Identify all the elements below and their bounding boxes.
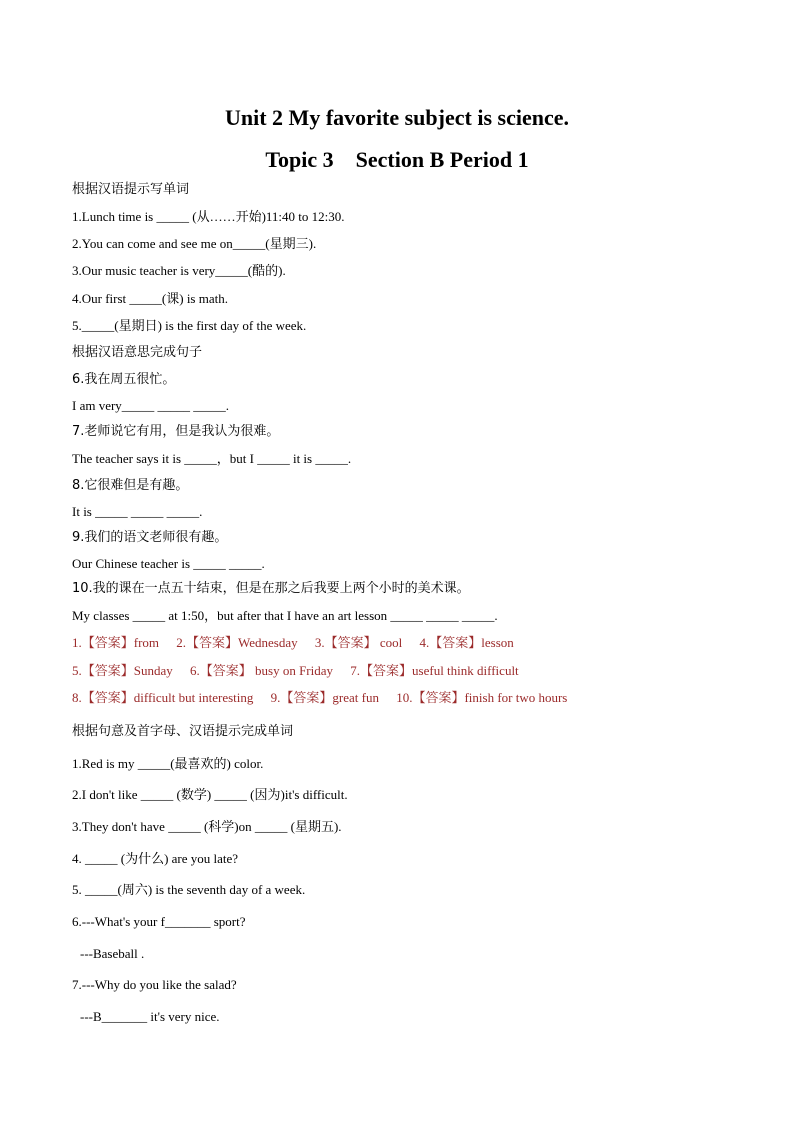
exercise-2: 2.I don't like _____ (数学) _____ (因为)it's difficult. bbox=[72, 787, 348, 802]
question-6-chinese: 6.我在周五很忙。 bbox=[72, 372, 176, 387]
question-5: 5._____(星期日) is the first day of the week. bbox=[72, 318, 307, 333]
section-heading-1: 根据汉语提示写单词 bbox=[72, 182, 190, 197]
answer-row-1 bbox=[72, 635, 528, 651]
answer-2: 2.【答案】Wednesday bbox=[176, 635, 298, 650]
exercise-7-reply: ---B_______ it's very nice. bbox=[80, 1009, 220, 1024]
answer-6: 6.【答案】 busy on Friday bbox=[190, 663, 334, 678]
answer-10: 10.【答案】finish for two hours bbox=[396, 690, 568, 705]
section-heading-2: 根据汉语意思完成句子 bbox=[72, 345, 203, 360]
question-7-english: The teacher says it is _____，but I _____ it is _____. bbox=[72, 451, 352, 466]
question-2: 2.You can come and see me on_____(星期三). bbox=[72, 236, 317, 251]
question-1: 1.Lunch time is _____ (从……开始)11:40 to 12:30. bbox=[72, 209, 345, 224]
answer-8: 8.【答案】difficult but interesting bbox=[72, 690, 254, 705]
page-title: Unit 2 My favorite subject is science. bbox=[225, 105, 569, 130]
question-8-english: It is _____ _____ _____. bbox=[72, 504, 203, 519]
question-10-english: My classes _____ at 1:50，but after that I have an art lesson _____ _____ _____. bbox=[72, 608, 498, 623]
answer-1: 1.【答案】from bbox=[72, 635, 160, 650]
question-6-english: I am very_____ _____ _____. bbox=[72, 398, 230, 413]
question-8-chinese: 8.它很难但是有趣。 bbox=[72, 478, 189, 493]
exercise-6: 6.---What's your f_______ sport? bbox=[72, 914, 246, 929]
answer-row-3 bbox=[72, 690, 581, 706]
exercise-3: 3.They don't have _____ (科学)on _____ (星期五). bbox=[72, 819, 342, 834]
exercise-1: 1.Red is my _____(最喜欢的) color. bbox=[72, 756, 264, 771]
question-9-chinese: 9.我们的语文老师很有趣。 bbox=[72, 530, 228, 545]
exercise-7: 7.---Why do you like the salad? bbox=[72, 977, 237, 992]
question-4: 4.Our first _____(课) is math. bbox=[72, 291, 228, 306]
answer-7: 7.【答案】useful think difficult bbox=[350, 663, 519, 678]
answer-3: 3.【答案】 cool bbox=[314, 635, 403, 650]
question-10-chinese: 10.我的课在一点五十结束，但是在那之后我要上两个小时的美术课。 bbox=[72, 581, 470, 596]
exercise-6-reply: ---Baseball . bbox=[80, 946, 145, 961]
answer-row-2 bbox=[72, 663, 533, 679]
page-subtitle: Topic 3 Section B Period 1 bbox=[265, 147, 529, 172]
question-9-english: Our Chinese teacher is _____ _____. bbox=[72, 556, 265, 571]
section-heading-3: 根据句意及首字母、汉语提示完成单词 bbox=[72, 724, 294, 739]
answer-9: 9.【答案】great fun bbox=[270, 690, 379, 705]
question-3: 3.Our music teacher is very_____(酷的). bbox=[72, 263, 286, 278]
answer-4: 4.【答案】lesson bbox=[419, 635, 514, 650]
answer-5: 5.【答案】Sunday bbox=[72, 663, 173, 678]
question-7-chinese: 7.老师说它有用，但是我认为很难。 bbox=[72, 424, 280, 439]
exercise-4: 4. _____ (为什么) are you late? bbox=[72, 851, 239, 866]
exercise-5: 5. _____(周六) is the seventh day of a week. bbox=[72, 882, 306, 897]
